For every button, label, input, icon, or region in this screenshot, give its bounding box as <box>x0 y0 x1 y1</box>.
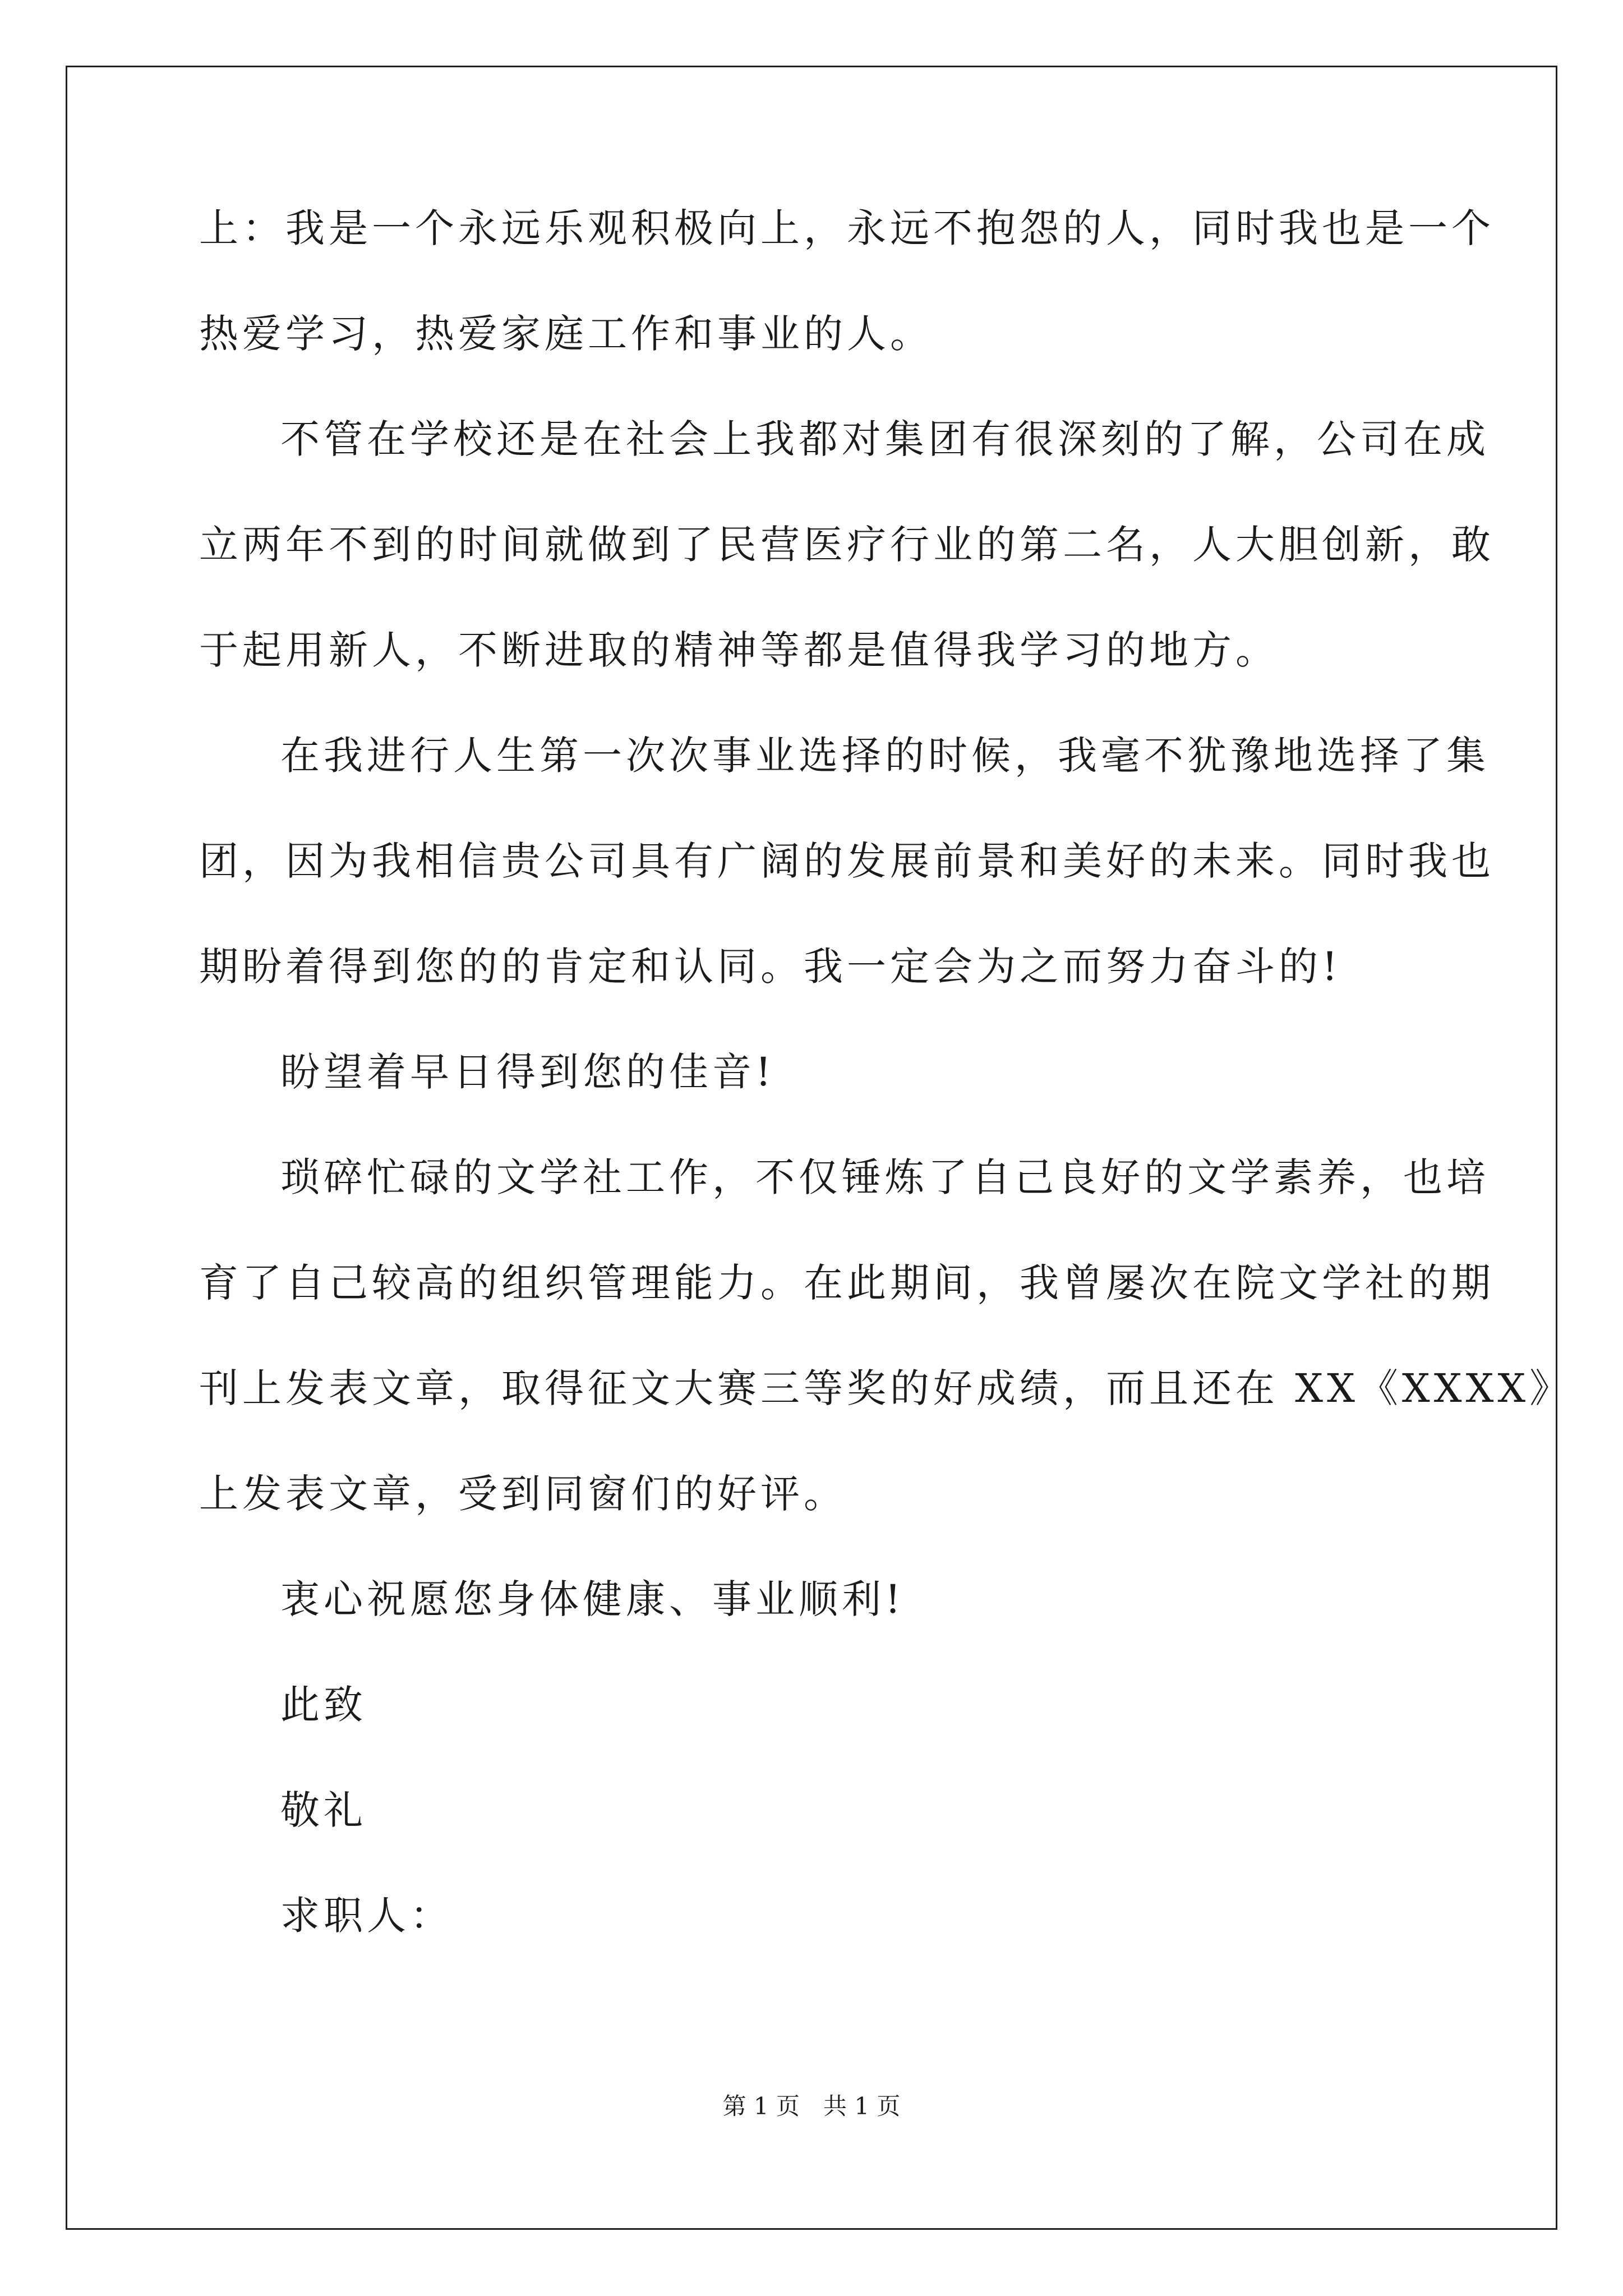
body-line: 期盼着得到您的的肯定和认同。我一定会为之而努力奋斗的! <box>199 944 1342 990</box>
body-line: 盼望着早日得到您的佳音! <box>280 1049 776 1095</box>
page-number: 第 1 页 共 1 页 <box>722 2092 901 2120</box>
body-line: 上：我是一个永远乐观积极向上，永远不抱怨的人，同时我也是一个 <box>199 205 1495 251</box>
body-line: 热爱学习，热爱家庭工作和事业的人。 <box>199 311 933 357</box>
closing-wish: 衷心祝愿您身体健康、事业顺利! <box>280 1576 905 1622</box>
signature-label: 求职人： <box>280 1893 453 1939</box>
body-line: 上发表文章，受到同窗们的好评。 <box>199 1471 847 1517</box>
body-line: 立两年不到的时间就做到了民营医疗行业的第二名，人大胆创新，敢 <box>199 522 1495 568</box>
body-line: 琐碎忙碌的文学社工作，不仅锤炼了自己良好的文学素养，也培 <box>280 1154 1490 1200</box>
salutation-line: 此致 <box>280 1682 367 1728</box>
body-line: 团，因为我相信贵公司具有广阔的发展前景和美好的未来。同时我也 <box>199 838 1495 884</box>
body-line: 育了自己较高的组织管理能力。在此期间，我曾屡次在院文学社的期 <box>199 1260 1495 1306</box>
body-line: 在我进行人生第一次次事业选择的时候，我毫不犹豫地选择了集 <box>280 733 1490 779</box>
body-line: 于起用新人，不断进取的精神等都是值得我学习的地方。 <box>199 627 1279 673</box>
body-line: 不管在学校还是在社会上我都对集团有很深刻的了解，公司在成 <box>280 416 1490 462</box>
salutation-line: 敬礼 <box>280 1787 367 1833</box>
body-line: 刊上发表文章，取得征文大赛三等奖的好成绩，而且还在 XX《XXXX》 <box>199 1365 1573 1411</box>
